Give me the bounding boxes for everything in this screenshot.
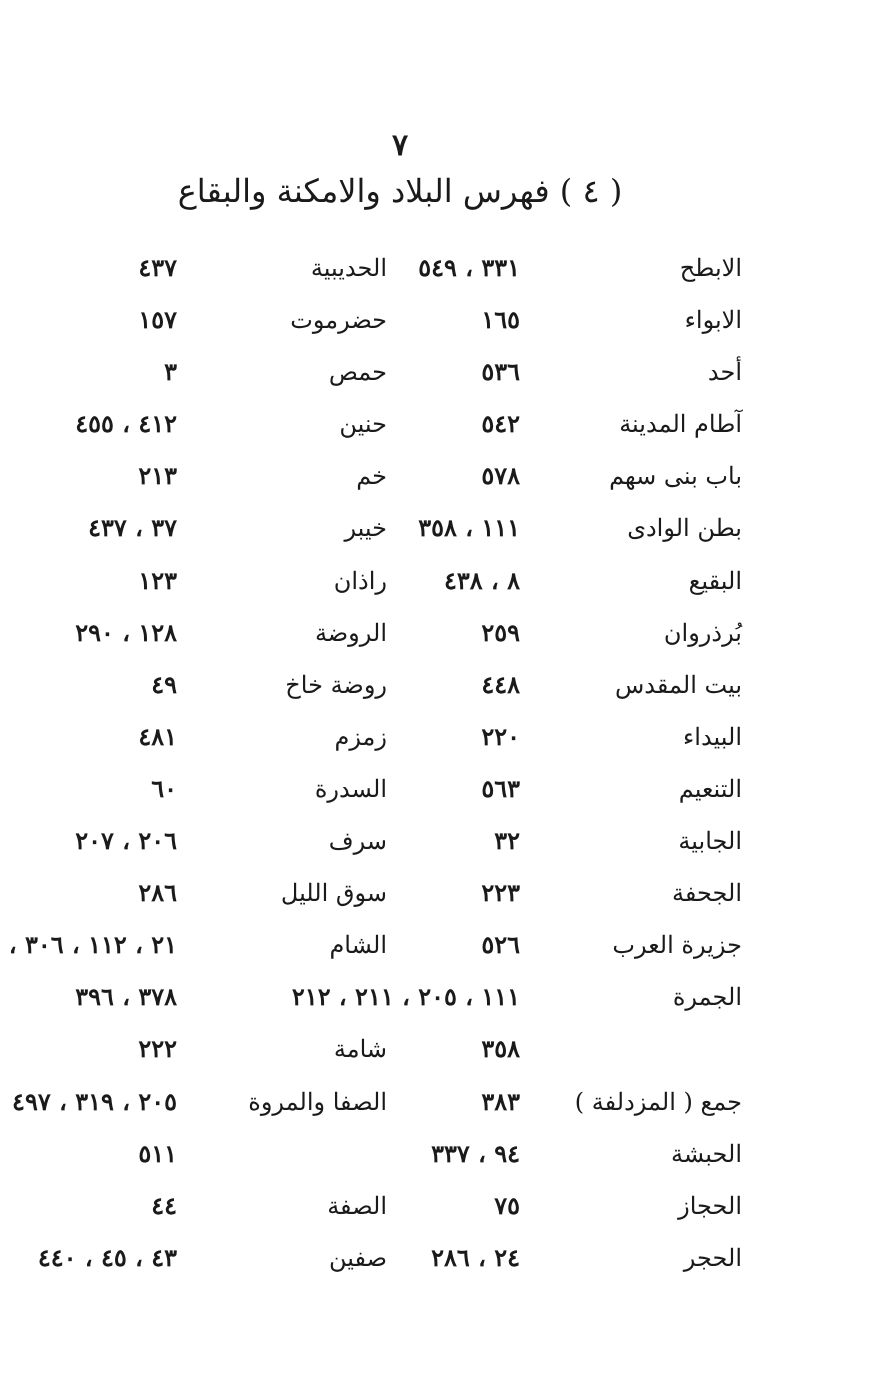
page-refs: ٤٣٧ <box>138 253 177 282</box>
place-name: البيداء <box>682 722 742 751</box>
index-row <box>72 1029 742 1081</box>
index-row <box>72 821 742 873</box>
place-name: خم <box>356 462 387 491</box>
place-name: الصفة <box>327 1191 387 1220</box>
place-name: روضة خاخ <box>285 670 387 699</box>
page-refs: ٣٨٣ <box>481 1086 520 1116</box>
page-refs: ٥١١ <box>138 1138 177 1168</box>
index-row <box>37 1238 742 1290</box>
place-name: باب بنى سهم <box>609 462 742 491</box>
index-row <box>72 1134 742 1186</box>
place-name: الجحفة <box>672 879 742 908</box>
page-refs: ٢٤ ، ٢٨٦ <box>431 1242 520 1272</box>
page-refs: ٢٢٠ <box>481 721 520 751</box>
page-title: ( ٤ ) فهرس البلاد والامكنة والبقاع <box>177 172 623 210</box>
index-row <box>72 561 742 613</box>
page-refs: ٢٥٩ <box>481 617 520 647</box>
place-name: الحجر <box>683 1243 742 1272</box>
place-name: أحد <box>707 358 742 387</box>
page-refs: ٢٠٥ ، ٣١٩ ، ٤٩٧ <box>12 1086 177 1116</box>
place-name: شامة <box>333 1035 387 1064</box>
index-row <box>72 352 742 404</box>
page-number: ٧ <box>391 128 409 163</box>
place-name: الحديبية <box>310 254 387 282</box>
index-row <box>72 508 742 560</box>
place-name: الحجاز <box>678 1191 742 1220</box>
place-name: آطام المدينة <box>619 410 742 439</box>
place-name: البقيع <box>688 566 742 595</box>
index-row <box>72 769 742 821</box>
place-name: بُرذروان <box>663 618 742 647</box>
page-refs: ٢٢٣ <box>481 878 520 908</box>
place-name: حضرموت <box>290 306 387 335</box>
page-refs: ٥٧٨ <box>481 461 520 491</box>
page-refs: ٢٢٢ <box>138 1034 177 1064</box>
place-name: الشام <box>329 931 387 960</box>
index-row <box>72 977 742 1029</box>
place-name: بطن الوادى <box>627 514 742 543</box>
page-refs: ٣٧٨ ، ٣٩٦ <box>75 982 177 1012</box>
place-name: صفين <box>328 1243 387 1272</box>
page-refs: ١١١ ، ٢٠٥ ، ٢١١ ، ٢١٢ <box>291 982 520 1012</box>
index-row <box>72 248 742 300</box>
index-row <box>72 613 742 665</box>
page-refs: ٤٤ <box>151 1190 177 1220</box>
page-refs: ١٢٨ ، ٢٩٠ <box>75 617 177 647</box>
place-name: الجابية <box>678 827 742 856</box>
place-name: جمع ( المزدلفة ) <box>574 1087 742 1116</box>
page-refs: ٤٨١ <box>138 721 177 751</box>
place-name: راذان <box>333 566 387 595</box>
index-row <box>72 873 742 925</box>
page-refs: ١٢٣ <box>138 565 177 595</box>
page-refs: ٢٠٦ ، ٢٠٧ <box>75 826 177 856</box>
index-row <box>72 665 742 717</box>
place-name: حنين <box>339 410 387 439</box>
place-name: التنعيم <box>678 774 742 803</box>
place-name: سرف <box>328 827 387 856</box>
page-refs: ٥٢٦ <box>481 930 520 960</box>
place-name: خيبر <box>344 514 387 543</box>
place-name: حمص <box>328 358 387 387</box>
index-row <box>12 1082 742 1134</box>
page-refs: ٩٤ ، ٣٣٧ <box>431 1138 520 1168</box>
page-refs: ٤٩ <box>151 669 177 699</box>
index-row <box>8 925 742 977</box>
page-refs: ٣ <box>164 357 177 387</box>
page-refs: ٤٤٨ <box>481 669 520 699</box>
place-name: السدرة <box>314 774 387 803</box>
index-row <box>72 1186 742 1238</box>
page-refs: ١٥٧ <box>138 305 177 335</box>
place-name: الجمرة <box>672 983 742 1012</box>
place-name: الحبشة <box>671 1139 742 1168</box>
page-refs: ٣٧ ، ٤٣٧ <box>88 513 177 543</box>
place-name: الصفا والمروة <box>248 1087 387 1116</box>
index-row <box>72 717 742 769</box>
page-refs: ٣٣١ ، ٥٤٩ <box>418 253 520 282</box>
page-refs: ٤١٢ ، ٤٥٥ <box>75 409 177 439</box>
page-refs: ٧٥ <box>494 1190 520 1220</box>
page-refs: ٢١٣ <box>138 461 177 491</box>
page-refs: ٢١ ، ١١٢ ، ٣٠٦ ، <box>8 930 177 960</box>
page-refs: ٨ ، ٤٣٨ <box>443 565 520 595</box>
page-refs: ٥٣٦ <box>481 357 520 387</box>
page-refs: ١١١ ، ٣٥٨ <box>418 513 520 543</box>
index-table <box>8 248 742 1290</box>
page-refs: ٣٥٨ <box>481 1034 520 1064</box>
place-name: سوق الليل <box>280 879 387 908</box>
page-refs: ٥٤٢ <box>481 409 520 439</box>
page-refs: ٣٢ <box>494 826 520 856</box>
place-name: الابواء <box>684 306 742 335</box>
place-name: الابطح <box>679 254 742 282</box>
page-refs: ٦٠ <box>151 773 177 803</box>
place-name: جزيرة العرب <box>612 931 742 960</box>
index-row <box>72 456 742 508</box>
place-name: زمزم <box>334 722 387 751</box>
page-refs: ١٦٥ <box>481 305 520 335</box>
index-row <box>72 300 742 352</box>
page-refs: ٤٣ ، ٤٥ ، ٤٤٠ <box>37 1242 177 1272</box>
place-name: بيت المقدس <box>614 670 742 699</box>
index-row <box>72 404 742 456</box>
page-refs: ٢٨٦ <box>138 878 177 908</box>
place-name: الروضة <box>314 618 387 647</box>
page-refs: ٥٦٣ <box>481 773 520 803</box>
